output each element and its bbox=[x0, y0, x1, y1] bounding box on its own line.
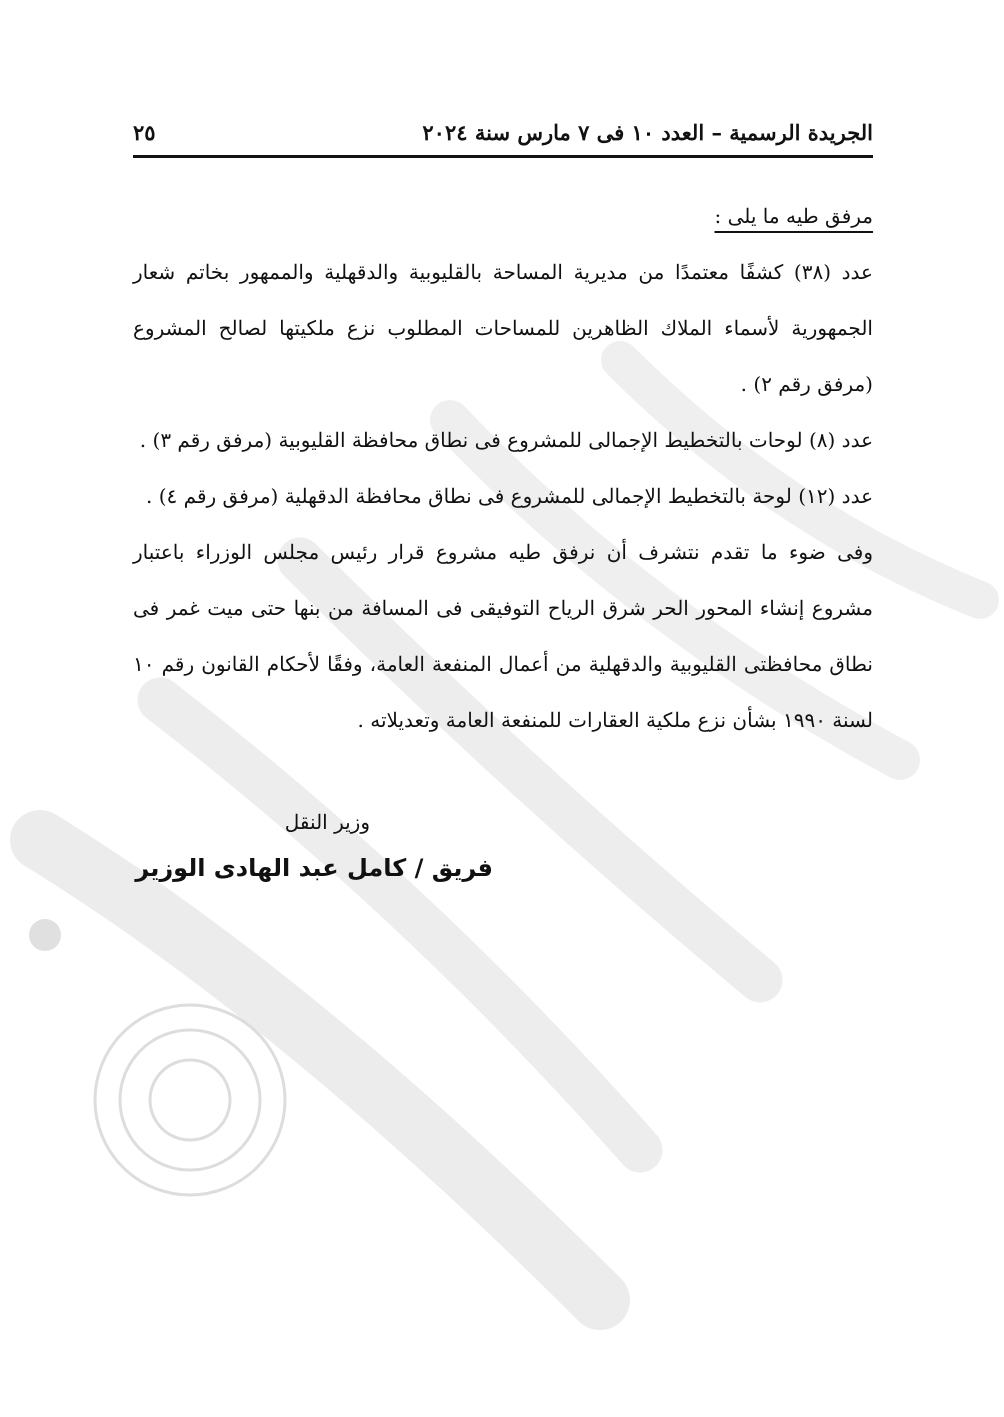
header-rule bbox=[133, 155, 873, 158]
minister-name: فريق / كامل عبد الهادى الوزير bbox=[135, 854, 493, 882]
paragraph-3: عدد (١٢) لوحة بالتخطيط الإجمالى للمشروع فى نطاق محافظة الدقهلية (مرفق رقم ٤) . bbox=[146, 484, 873, 508]
paragraph-4: وفى ضوء ما تقدم نتشرف أن نرفق طيه مشروع قرار رئيس مجلس الوزراء باعتبار مشروع إنشاء المحور الحر شرق الرياح التوفيقى فى المسافة من بنها حتى ميت غمر فى نطاق محافظتى القليوبية والدقهلية من أعمال المنفعة العامة، وفقًا لأحكام القانون رقم ١٠ لسنة ١٩٩٠ بشأن نزع ملكية العقارات للمنفعة العامة وتعديلاته . bbox=[133, 540, 873, 732]
document-body bbox=[133, 188, 873, 748]
minister-title: وزير النقل bbox=[284, 810, 370, 834]
page-number: ٢٥ bbox=[133, 119, 156, 145]
page-header bbox=[133, 112, 873, 152]
paragraph-2: عدد (٨) لوحات بالتخطيط الإجمالى للمشروع فى نطاق محافظة القليوبية (مرفق رقم ٣) . bbox=[139, 428, 873, 452]
paragraph-1: عدد (٣٨) كشفًا معتمدًا من مديرية المساحة بالقليوبية والدقهلية والممهور بخاتم شعار الجمهورية لأسماء الملاك الظاهرين للمساحات المطلوب نزع ملكيتها لصالح المشروع (مرفق رقم ٢) . bbox=[133, 260, 873, 396]
header-title: الجريدة الرسمية – العدد ١٠ فى ٧ مارس سنة ٢٠٢٤ bbox=[422, 119, 873, 145]
intro-line bbox=[133, 188, 873, 244]
intro-text: مرفق طيه ما يلى : bbox=[714, 204, 873, 228]
